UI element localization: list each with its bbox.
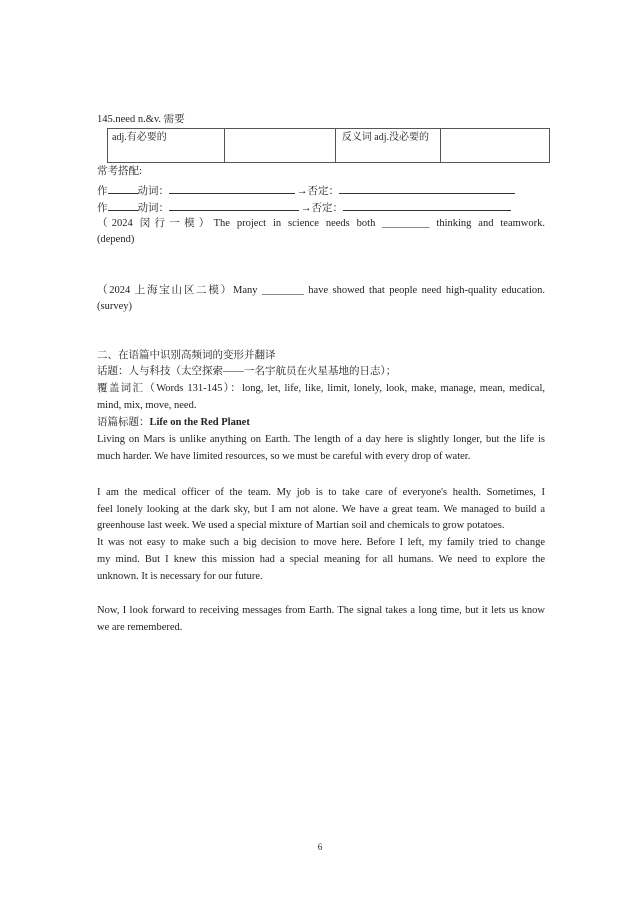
fill-blank[interactable] — [343, 199, 511, 211]
negation-label: →否定： — [301, 203, 343, 214]
passage-title-label: 语篇标题： — [97, 417, 150, 428]
fill-blank[interactable] — [108, 182, 138, 194]
exercise-2-hint: (survey) — [97, 301, 132, 312]
passage-p4-line-1: Now, I look forward to receiving messages from Earth. The signal takes a long time, but it lets us know — [97, 605, 545, 616]
collocation-row-1 — [97, 182, 545, 200]
table-cell-blank[interactable] — [441, 129, 550, 163]
verb-label: 动词： — [137, 203, 169, 214]
fill-blank[interactable] — [339, 182, 515, 194]
word-forms-table — [107, 128, 550, 163]
passage-p3-line-1: It was not easy to make such a big decision to move here. Before I left, my family tried to change — [97, 537, 545, 548]
coverage-line-2: mind, mix, move, need. — [97, 400, 197, 411]
exercise-2-line-1: （2024 上海宝山区二模）Many ________ have showed that people need high-quality education. — [97, 285, 545, 296]
passage-p3-line-2: my mind. But I knew this mission had a special meaning for all humans. We need to explore the — [97, 554, 545, 565]
passage-p3-line-3: unknown. It is necessary for our future. — [97, 571, 263, 582]
collocations-label: 常考搭配: — [97, 166, 142, 177]
passage-title: Life on the Red Planet — [149, 417, 250, 428]
passage-p2-line-2: feel lonely looking at the dark sky, but I am not alone. We have a great team. We managed to build a — [97, 504, 545, 515]
passage-title-row — [97, 415, 545, 431]
fill-blank[interactable] — [169, 182, 295, 194]
negation-label: →否定： — [297, 186, 339, 197]
collocation-row-2 — [97, 199, 545, 217]
passage-p1-line-1: Living on Mars is unlike anything on Earth. The length of a day here is slightly longer, but the life is — [97, 434, 545, 445]
fill-blank[interactable] — [108, 199, 138, 211]
verb-label: 动词： — [137, 186, 169, 197]
exercise-1-hint: (depend) — [97, 234, 135, 245]
table-cell: 反义词 adj.没必要的 — [335, 129, 440, 163]
passage-p2-line-3: greenhouse last week. We used a special mixture of Martian soil and chemicals to grow potatoes. — [97, 520, 505, 531]
table-cell-blank[interactable] — [225, 129, 336, 163]
collocation-lead: 作 — [97, 186, 108, 197]
table-row — [108, 129, 550, 163]
passage-p4-line-2: we are remembered. — [97, 622, 183, 633]
exercise-1-line-1: （2024 闵行一模）The project in science needs both _________ thinking and teamwork. — [97, 218, 545, 229]
passage-p1-line-2: much harder. We have limited resources, so we must be careful with every drop of water. — [97, 451, 471, 462]
entry-heading: 145.need n.&v. 需要 — [97, 114, 185, 125]
topic-line: 话题：人与科技（太空探索——一名宇航员在火星基地的日志）； — [97, 366, 397, 377]
coverage-line-1: 覆盖词汇（Words 131-145）：long, let, life, like, limit, lonely, look, make, manage, mean, medical, — [97, 383, 545, 394]
collocation-lead: 作 — [97, 203, 108, 214]
page-number: 6 — [317, 842, 323, 852]
table-cell: adj.有必要的 — [108, 129, 225, 163]
section-2-title: 二、在语篇中识别高频词的变形并翻译 — [97, 350, 276, 361]
fill-blank[interactable] — [169, 199, 299, 211]
passage-p2-line-1: I am the medical officer of the team. My job is to take care of everyone's health. Sometimes, I — [97, 487, 545, 498]
